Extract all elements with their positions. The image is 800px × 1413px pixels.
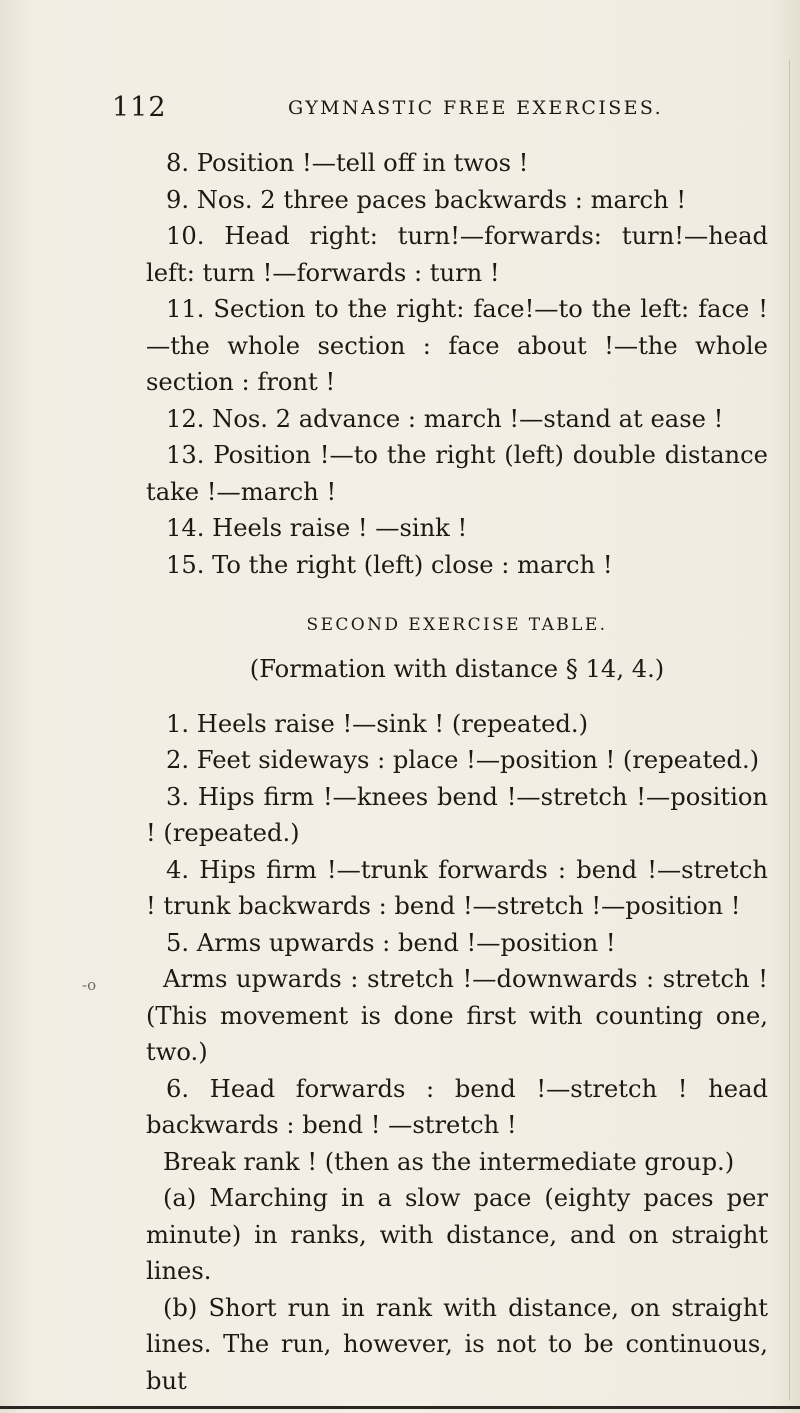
list-item: 6. Head forwards : bend !—stretch ! head backwards : bend ! —stretch ! [146,1074,768,1139]
list-item: 13. Position !—to the right (left) double distance take !—march ! [146,441,768,506]
list-item: 12. Nos. 2 advance : march !—stand at ease ! [166,404,724,433]
section-heading: SECOND EXERCISE TABLE. [306,615,608,635]
list-item: 9. Nos. 2 three paces backwards : march ! [166,185,687,214]
list-item: 4. Hips firm !—trunk forwards : bend !—stretch ! trunk backwards : bend !—stretch !—position ! [146,855,768,920]
page-header [112,92,672,132]
list-item: 5. Arms upwards : bend !—position ! [166,928,616,957]
bottom-rule [0,1406,800,1409]
page-body [146,145,768,1399]
list-item: 15. To the right (left) close : march ! [166,550,613,579]
list-item: 2. Feet sideways : place !—position ! (repeated.) [166,746,760,774]
formation-note: (Formation with distance § 14, 4.) [249,655,665,683]
running-title: GYMNASTIC FREE EXERCISES. [288,97,664,119]
page-edge-shadow [789,60,790,1400]
list-item: 8. Position !—tell off in twos ! [166,149,529,177]
list-item: 3. Hips firm !—knees bend !—stretch !—position ! (repeated.) [146,782,768,847]
list-item: (a) Marching in a slow pace (eighty paces per minute) in ranks, with distance, and on straight lines. [146,1184,768,1285]
list-item: 14. Heels raise ! —sink ! [166,514,468,542]
break-rank-line: Break rank ! (then as the intermediate group.) [163,1147,735,1176]
list-item: 1. Heels raise !—sink ! (repeated.) [166,709,589,738]
page-number: 112 [112,92,167,123]
margin-mark: -o [82,976,97,994]
list-item: 10. Head right: turn!—forwards: turn!—head left: turn !—forwards : turn ! [146,222,768,287]
list-item: (b) Short run in rank with distance, on straight lines. The run, however, is not to be continuous, but [146,1293,768,1395]
list-item: 11. Section to the right: face!—to the left: face !—the whole section : face about !—the whole section : front ! [146,295,768,396]
list-item-continuation: Arms upwards : stretch !—downwards : stretch ! (This movement is done first with counting one, two.) [146,965,768,1066]
